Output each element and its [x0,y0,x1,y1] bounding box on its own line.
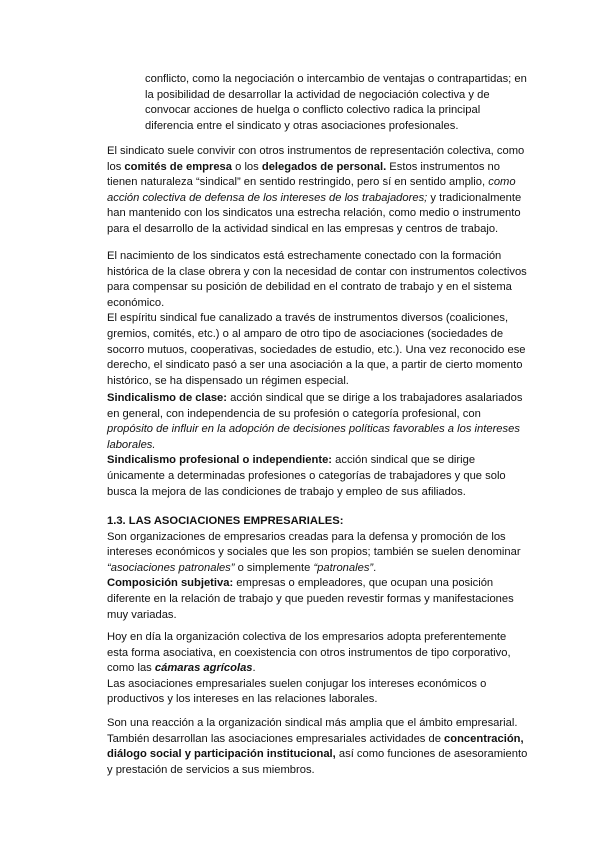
bold-term: concentración, [444,732,524,745]
text-line: El nacimiento de los sindicatos está estrechamente conectado con la formación [107,250,502,262]
bold-term: Sindicalismo profesional o independiente: [107,454,333,467]
paragraph-employer-associations [107,514,527,623]
bold-term: diálogo social y participación institucional, [107,748,336,761]
text-line [107,422,527,438]
paragraph-reaction [107,716,527,778]
text-run: así como funciones de asesoramiento [335,748,528,761]
bold-term: Composición subjetiva: [107,577,234,590]
text-run: empresas o empleadores, que ocupan una posición [233,577,494,590]
text-line: histórica de la clase obrera y con la necesidad de contar con instrumentos colectivos [107,265,527,278]
text-run: los [107,160,125,173]
text-line [107,732,527,748]
bold-italic-term: cámaras agrícolas [154,662,253,675]
text-line [107,576,527,592]
text-line: han mantenido con los sindicatos una estrecha relación, como medio o instrumento [107,207,521,220]
text-line: en general, con independencia de su profesión o categoría profesional, con [107,407,481,420]
text-line: Son una reacción a la organización sindical más amplia que el ámbito empresarial. [107,717,518,729]
text-line [107,747,527,763]
text-line: busca la mejora de las condiciones de trabajo y empleo de sus afiliados. [107,485,466,498]
paragraph-origin [107,249,527,389]
text-line: para compensar su posición de debilidad en el contrato de trabajo y en el sistema [107,281,512,294]
text-run: y tradicionalmente [427,191,522,204]
text-line [107,160,527,176]
italic-run: acción colectiva de defensa de los intereses de los trabajadores; [107,191,428,204]
text-line [107,175,527,191]
text-run: acción sindical que se dirige a los trabajadores asalariados [227,392,523,404]
italic-run: laborales. [107,438,156,451]
quote-paragraph [145,72,533,134]
text-line [107,438,527,454]
text-line: muy variadas. [107,608,177,621]
text-line: Son organizaciones de empresarios creadas para la defensa y promoción de los [107,530,506,543]
text-run: tienen naturaleza “sindical” en sentido restringido, pero sí en sentido amplio, [107,176,489,189]
text-line: Hoy en día la organización colectiva de los empresarios adopta preferentemente [107,631,507,643]
bold-term: Sindicalismo de clase: [107,392,228,404]
italic-run: propósito de influir en la adopción de decisiones políticas favorables a los intereses [107,423,520,436]
italic-run: como [488,176,516,189]
paragraph-unionism-types [107,391,527,500]
paragraph-representation [107,144,527,238]
text-line: esta forma asociativa, en coexistencia con otros instrumentos de tipo corporativo, [107,646,511,659]
text-run: . [373,561,377,574]
text-line: la posibilidad de desarrollar la actividad de negociación colectiva y de [145,88,490,101]
text-run: Estos instrumentos no [386,160,500,173]
paragraph-collective-organization [107,630,527,708]
text-line: Las asociaciones empresariales suelen conjugar los intereses económicos o [107,677,487,690]
text-line: gremios, comités, etc.) o al amparo de otro tipo de asociaciones (sociedades de [107,327,504,340]
text-line: diferencia entre el sindicato y otras asociaciones profesionales. [145,119,459,132]
text-run: . [252,662,256,675]
text-run: o los [232,160,262,173]
text-run: acción sindical que se dirige [332,454,476,467]
text-line [107,561,527,577]
text-line: para el desarrollo de la actividad sindical en las empresas y centros de trabajo. [107,222,499,235]
text-line [107,661,527,677]
text-line: intereses económicos y sociales que les son propios; también se suelen denominar [107,546,521,559]
heading-text: 1.3. LAS ASOCIACIONES EMPRESARIALES: [107,515,344,527]
text-run: o simplemente [234,561,314,574]
text-line: conflicto, como la negociación o intercambio de ventajas o contrapartidas; en [145,73,527,85]
bold-term: comités de empresa [124,160,232,173]
text-line: económico. [107,296,165,309]
text-line: histórico, se ha dispensado un régimen especial. [107,374,349,387]
text-run: como las [107,662,155,675]
bold-term: delegados de personal. [261,160,387,173]
text-line: socorro mutuos, cooperativas, sociedades de estudio, etc.). Una vez reconocido ese [107,343,526,356]
text-line [107,191,527,207]
text-line: únicamente a determinadas profesiones o categorías de trabajadores y que solo [107,469,506,482]
section-heading [107,514,527,530]
text-line: productivos y los intereses en las relaciones laborales. [107,693,378,706]
text-line: El sindicato suele convivir con otros instrumentos de representación colectiva, como [107,145,525,157]
text-line: diferente en la relación de trabajo y que pueden revestir formas y manifestaciones [107,592,514,605]
text-line: El espíritu sindical fue canalizado a través de instrumentos diversos (coaliciones, [107,312,509,325]
italic-run: “asociaciones patronales” [107,561,235,574]
italic-run: “patronales” [313,561,374,574]
text-line [107,391,527,407]
text-line: convocar acciones de huelga o conflicto colectivo radica la principal [145,104,481,117]
text-line: derecho, el sindicato pasó a ser una asociación a la que, a partir de cierto momento [107,359,523,372]
text-line [107,453,527,469]
text-line: y prestación de servicios a sus miembros. [107,763,315,776]
text-run: También desarrollan las asociaciones empresariales actividades de [107,732,445,745]
